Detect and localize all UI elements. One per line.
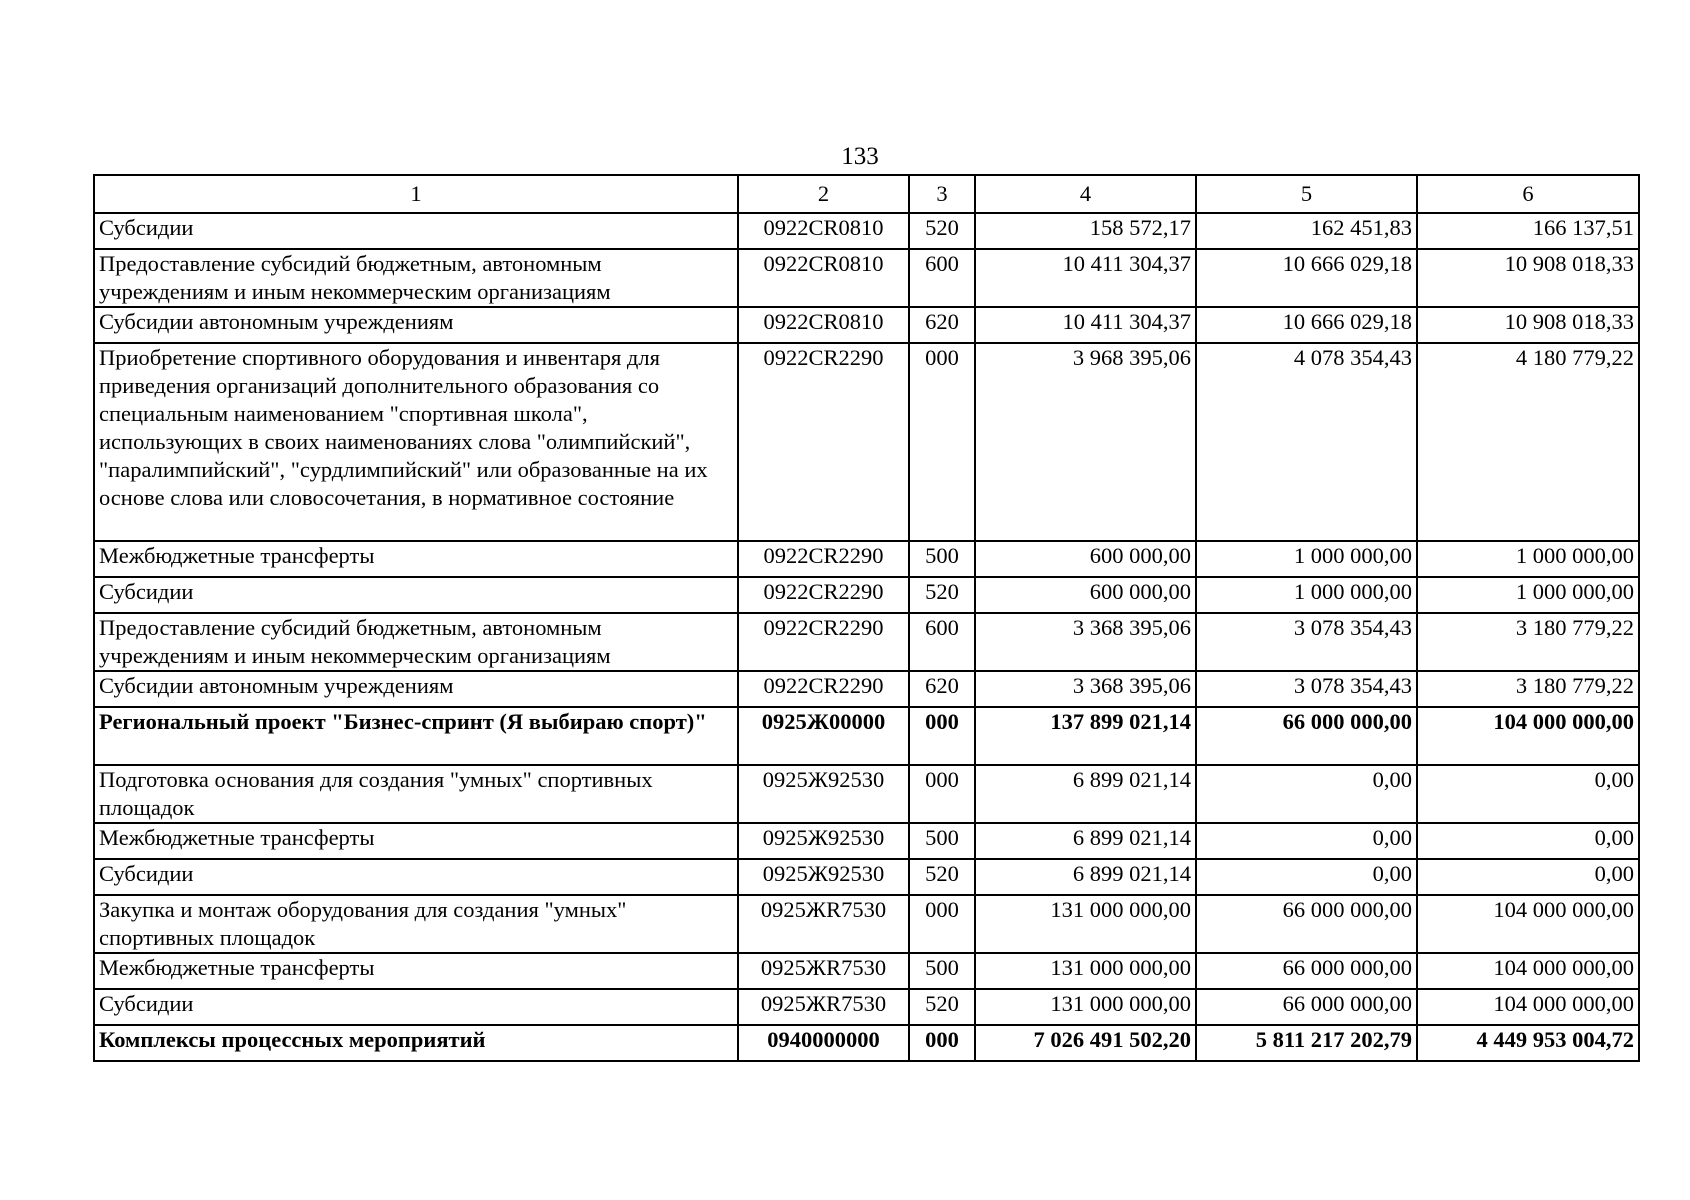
table-row bbox=[94, 765, 1639, 823]
row-name-cell: Комплексы процессных мероприятий bbox=[94, 1025, 738, 1061]
table-row bbox=[94, 213, 1639, 249]
row-type-cell: 620 bbox=[909, 671, 975, 707]
row-value-col4-cell: 131 000 000,00 bbox=[975, 989, 1196, 1025]
table-row bbox=[94, 307, 1639, 343]
table-row bbox=[94, 989, 1639, 1025]
table-row bbox=[94, 953, 1639, 989]
row-value-col4-cell: 600 000,00 bbox=[975, 577, 1196, 613]
row-name-cell: Предоставление субсидий бюджетным, автономным учреждениям и иным некоммерческим организациям bbox=[94, 613, 738, 671]
row-value-col4-cell: 158 572,17 bbox=[975, 213, 1196, 249]
row-value-col5-cell: 1 000 000,00 bbox=[1196, 577, 1417, 613]
row-type-cell: 500 bbox=[909, 953, 975, 989]
row-value-col6-cell: 0,00 bbox=[1417, 765, 1639, 823]
row-code-cell: 0925ЖR7530 bbox=[738, 895, 909, 953]
row-value-col5-cell: 10 666 029,18 bbox=[1196, 307, 1417, 343]
table-row bbox=[94, 343, 1639, 541]
row-value-col4-cell: 131 000 000,00 bbox=[975, 953, 1196, 989]
row-type-cell: 000 bbox=[909, 707, 975, 765]
row-type-cell: 520 bbox=[909, 989, 975, 1025]
row-name-cell: Межбюджетные трансферты bbox=[94, 823, 738, 859]
row-name-cell: Субсидии bbox=[94, 859, 738, 895]
row-code-cell: 0925ЖR7530 bbox=[738, 953, 909, 989]
row-name-cell: Предоставление субсидий бюджетным, автономным учреждениям и иным некоммерческим организациям bbox=[94, 249, 738, 307]
row-name-cell: Субсидии bbox=[94, 577, 738, 613]
table-row bbox=[94, 1025, 1639, 1061]
row-type-cell: 600 bbox=[909, 249, 975, 307]
row-value-col5-cell: 66 000 000,00 bbox=[1196, 895, 1417, 953]
row-value-col5-cell: 66 000 000,00 bbox=[1196, 989, 1417, 1025]
row-value-col5-cell: 0,00 bbox=[1196, 765, 1417, 823]
row-code-cell: 0925Ж92530 bbox=[738, 823, 909, 859]
row-name-cell: Субсидии bbox=[94, 989, 738, 1025]
table-body bbox=[94, 213, 1639, 1061]
row-value-col6-cell: 0,00 bbox=[1417, 859, 1639, 895]
row-code-cell: 0922CR2290 bbox=[738, 613, 909, 671]
row-code-cell: 0922CR2290 bbox=[738, 343, 909, 541]
row-value-col6-cell: 4 180 779,22 bbox=[1417, 343, 1639, 541]
header-col-2: 2 bbox=[738, 175, 909, 213]
row-name-cell: Субсидии автономным учреждениям bbox=[94, 671, 738, 707]
row-name-cell: Закупка и монтаж оборудования для создания "умных" спортивных площадок bbox=[94, 895, 738, 953]
row-type-cell: 000 bbox=[909, 343, 975, 541]
row-value-col4-cell: 137 899 021,14 bbox=[975, 707, 1196, 765]
row-value-col6-cell: 1 000 000,00 bbox=[1417, 577, 1639, 613]
row-value-col4-cell: 3 968 395,06 bbox=[975, 343, 1196, 541]
row-type-cell: 000 bbox=[909, 895, 975, 953]
row-code-cell: 0922CR0810 bbox=[738, 213, 909, 249]
table-row bbox=[94, 671, 1639, 707]
row-value-col5-cell: 66 000 000,00 bbox=[1196, 707, 1417, 765]
row-value-col5-cell: 4 078 354,43 bbox=[1196, 343, 1417, 541]
row-value-col6-cell: 3 180 779,22 bbox=[1417, 671, 1639, 707]
row-value-col4-cell: 3 368 395,06 bbox=[975, 613, 1196, 671]
row-value-col6-cell: 166 137,51 bbox=[1417, 213, 1639, 249]
header-col-3: 3 bbox=[909, 175, 975, 213]
page-number: 133 bbox=[841, 143, 879, 170]
row-name-cell: Субсидии автономным учреждениям bbox=[94, 307, 738, 343]
table-row bbox=[94, 823, 1639, 859]
row-value-col6-cell: 0,00 bbox=[1417, 823, 1639, 859]
row-value-col5-cell: 66 000 000,00 bbox=[1196, 953, 1417, 989]
row-value-col6-cell: 104 000 000,00 bbox=[1417, 707, 1639, 765]
row-name-cell: Межбюджетные трансферты bbox=[94, 541, 738, 577]
row-type-cell: 520 bbox=[909, 859, 975, 895]
table-row bbox=[94, 249, 1639, 307]
table-row bbox=[94, 859, 1639, 895]
row-value-col4-cell: 131 000 000,00 bbox=[975, 895, 1196, 953]
row-value-col6-cell: 10 908 018,33 bbox=[1417, 249, 1639, 307]
row-name-cell: Региональный проект "Бизнес-спринт (Я выбираю спорт)" bbox=[94, 707, 738, 765]
header-col-5: 5 bbox=[1196, 175, 1417, 213]
row-code-cell: 0922CR2290 bbox=[738, 671, 909, 707]
row-type-cell: 600 bbox=[909, 613, 975, 671]
row-value-col4-cell: 10 411 304,37 bbox=[975, 249, 1196, 307]
row-value-col6-cell: 1 000 000,00 bbox=[1417, 541, 1639, 577]
row-value-col6-cell: 4 449 953 004,72 bbox=[1417, 1025, 1639, 1061]
row-value-col5-cell: 162 451,83 bbox=[1196, 213, 1417, 249]
row-value-col4-cell: 600 000,00 bbox=[975, 541, 1196, 577]
table-row bbox=[94, 613, 1639, 671]
table-row bbox=[94, 541, 1639, 577]
header-row bbox=[94, 175, 1639, 213]
row-value-col4-cell: 10 411 304,37 bbox=[975, 307, 1196, 343]
row-code-cell: 0922CR0810 bbox=[738, 249, 909, 307]
budget-table bbox=[93, 174, 1640, 1062]
row-code-cell: 0925Ж92530 bbox=[738, 765, 909, 823]
row-value-col6-cell: 10 908 018,33 bbox=[1417, 307, 1639, 343]
row-code-cell: 0940000000 bbox=[738, 1025, 909, 1061]
row-value-col4-cell: 6 899 021,14 bbox=[975, 859, 1196, 895]
table-row bbox=[94, 895, 1639, 953]
row-value-col6-cell: 3 180 779,22 bbox=[1417, 613, 1639, 671]
row-name-cell: Приобретение спортивного оборудования и инвентаря для приведения организаций дополнительного образования со специальным наименованием "спортивная школа", использующих в своих наименованиях слова "олимпийский", "паралимпийский", "сурдлимпийский" или образованные на их основе слова или словосочетания, в нормативное состояние bbox=[94, 343, 738, 541]
row-code-cell: 0922CR2290 bbox=[738, 577, 909, 613]
row-value-col6-cell: 104 000 000,00 bbox=[1417, 953, 1639, 989]
row-value-col4-cell: 6 899 021,14 bbox=[975, 823, 1196, 859]
row-value-col4-cell: 3 368 395,06 bbox=[975, 671, 1196, 707]
table-row bbox=[94, 707, 1639, 765]
row-name-cell: Подготовка основания для создания "умных" спортивных площадок bbox=[94, 765, 738, 823]
row-type-cell: 520 bbox=[909, 213, 975, 249]
row-code-cell: 0922CR2290 bbox=[738, 541, 909, 577]
row-type-cell: 000 bbox=[909, 1025, 975, 1061]
row-value-col5-cell: 3 078 354,43 bbox=[1196, 613, 1417, 671]
row-type-cell: 620 bbox=[909, 307, 975, 343]
row-type-cell: 520 bbox=[909, 577, 975, 613]
header-col-1: 1 bbox=[94, 175, 738, 213]
row-type-cell: 500 bbox=[909, 541, 975, 577]
row-code-cell: 0922CR0810 bbox=[738, 307, 909, 343]
row-value-col6-cell: 104 000 000,00 bbox=[1417, 989, 1639, 1025]
row-code-cell: 0925ЖR7530 bbox=[738, 989, 909, 1025]
row-value-col5-cell: 0,00 bbox=[1196, 859, 1417, 895]
table-row bbox=[94, 577, 1639, 613]
row-value-col5-cell: 3 078 354,43 bbox=[1196, 671, 1417, 707]
row-value-col5-cell: 10 666 029,18 bbox=[1196, 249, 1417, 307]
row-value-col5-cell: 5 811 217 202,79 bbox=[1196, 1025, 1417, 1061]
header-col-4: 4 bbox=[975, 175, 1196, 213]
row-name-cell: Межбюджетные трансферты bbox=[94, 953, 738, 989]
row-type-cell: 000 bbox=[909, 765, 975, 823]
row-value-col5-cell: 0,00 bbox=[1196, 823, 1417, 859]
row-value-col4-cell: 6 899 021,14 bbox=[975, 765, 1196, 823]
row-value-col5-cell: 1 000 000,00 bbox=[1196, 541, 1417, 577]
row-value-col4-cell: 7 026 491 502,20 bbox=[975, 1025, 1196, 1061]
row-value-col6-cell: 104 000 000,00 bbox=[1417, 895, 1639, 953]
row-code-cell: 0925Ж00000 bbox=[738, 707, 909, 765]
header-col-6: 6 bbox=[1417, 175, 1639, 213]
row-code-cell: 0925Ж92530 bbox=[738, 859, 909, 895]
row-type-cell: 500 bbox=[909, 823, 975, 859]
row-name-cell: Субсидии bbox=[94, 213, 738, 249]
